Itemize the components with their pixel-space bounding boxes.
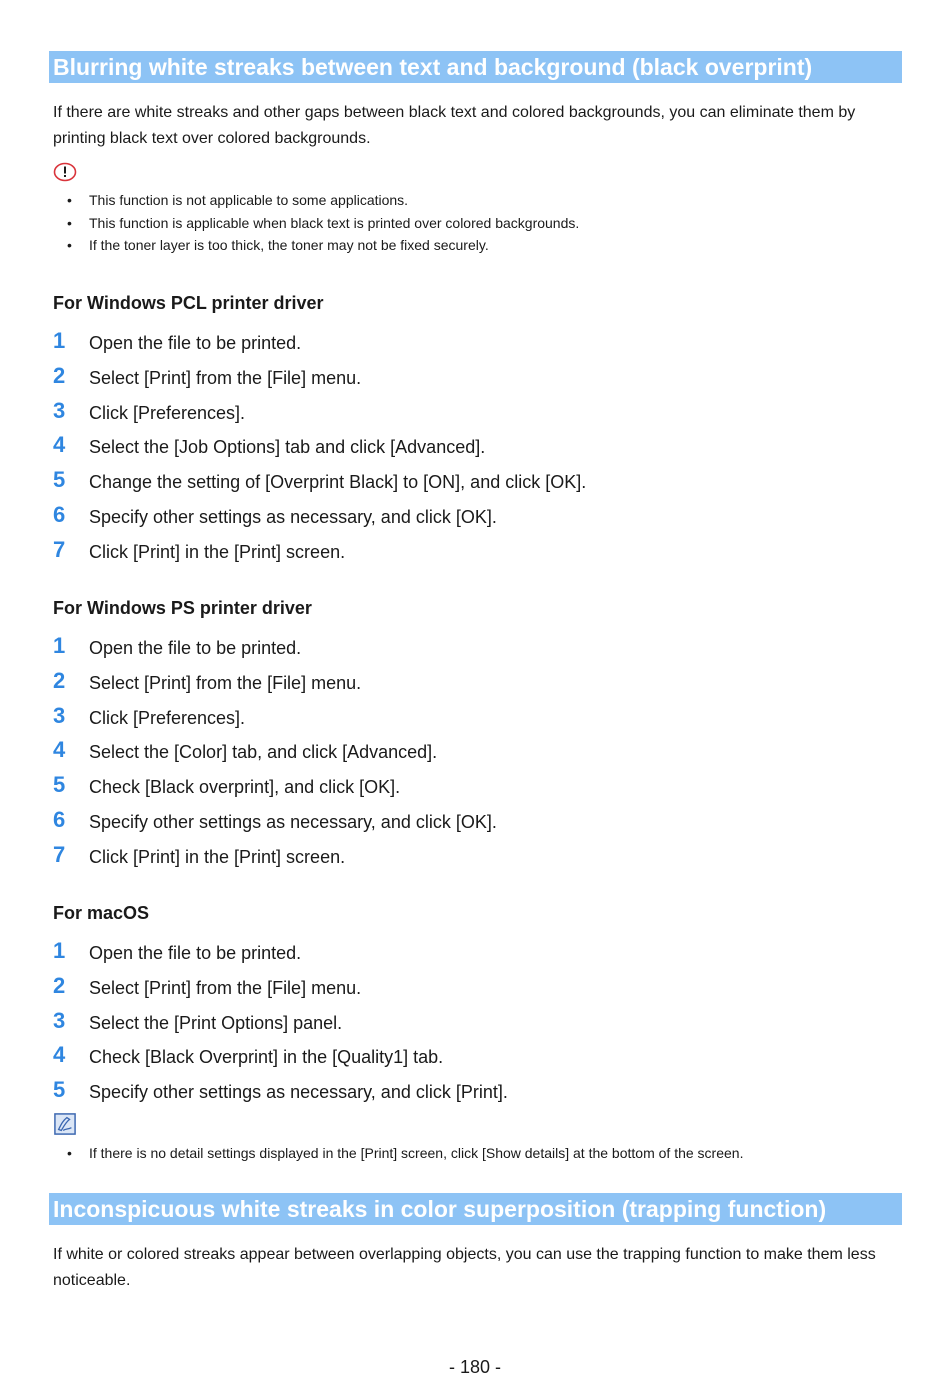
- step-text: Specify other settings as necessary, and click [OK].: [89, 811, 497, 832]
- heading-windows-pcl: For Windows PCL printer driver: [53, 293, 324, 313]
- section-title-trapping: Inconspicuous white streaks in color superposition (trapping function): [49, 1193, 902, 1225]
- step-number: 6: [53, 806, 66, 832]
- caution-item: • If the toner layer is too thick, the toner may not be fixed securely.: [53, 234, 579, 257]
- step-text: Click [Preferences].: [89, 707, 246, 728]
- section-intro-trapping: If white or colored streaks appear between overlapping objects, you can use the trapping function to make them less noticeable.: [53, 1246, 876, 1289]
- step-text: Check [Black Overprint] in the [Quality1] tab.: [89, 1047, 444, 1068]
- heading-windows-ps: For Windows PS printer driver: [53, 598, 312, 618]
- step-number: 4: [53, 737, 66, 763]
- memo-list: [53, 1142, 743, 1165]
- page-number: - 180 -: [448, 1357, 502, 1377]
- heading-macos: For macOS: [53, 903, 150, 923]
- step-number: 6: [53, 501, 66, 527]
- memo-item: • If there is no detail settings displayed in the [Print] screen, click [Show details] at the bottom of the screen.: [53, 1142, 743, 1165]
- step-text: Specify other settings as necessary, and click [Print].: [89, 1082, 508, 1103]
- step-text: Open the file to be printed.: [89, 333, 302, 353]
- step-text: Select [Print] from the [File] menu.: [89, 367, 362, 388]
- step-text: Specify other settings as necessary, and click [OK].: [89, 506, 497, 527]
- step-number: 3: [53, 397, 66, 423]
- caution-item: • This function is not applicable to some applications.: [53, 189, 579, 212]
- step-text: Click [Print] in the [Print] screen.: [89, 846, 346, 867]
- section-title-black-overprint: Blurring white streaks between text and background (black overprint): [49, 51, 902, 83]
- step-number: 3: [53, 1007, 66, 1033]
- step-number: 5: [53, 772, 66, 798]
- step-number: 2: [53, 362, 66, 388]
- step-text: Select the [Job Options] tab and click [Advanced].: [89, 437, 486, 458]
- caution-icon: [53, 161, 77, 183]
- caution-item: • This function is applicable when black text is printed over colored backgrounds.: [53, 212, 579, 235]
- step-number: 7: [53, 841, 66, 867]
- step-number: 3: [53, 702, 66, 728]
- section-intro-black-overprint: If there are white streaks and other gaps between black text and colored backgrounds, you can eliminate them by printing black text over colored backgrounds.: [53, 104, 856, 147]
- step-text: Select the [Color] tab, and click [Advanced].: [89, 742, 438, 763]
- step-text: Click [Print] in the [Print] screen.: [89, 541, 346, 562]
- step-number: 2: [53, 667, 66, 693]
- memo-icon: [53, 1113, 77, 1135]
- step-number: 1: [53, 328, 66, 353]
- step-text: Check [Black overprint], and click [OK].: [89, 777, 401, 798]
- step-number: 4: [53, 432, 66, 458]
- step-number: 2: [53, 972, 66, 998]
- step-number: 5: [53, 467, 66, 493]
- step-number: 5: [53, 1077, 66, 1103]
- step-text: Select [Print] from the [File] menu.: [89, 977, 362, 998]
- step-number: 4: [53, 1042, 66, 1068]
- step-number: 1: [53, 938, 66, 963]
- step-number: 7: [53, 536, 66, 562]
- step-number: 1: [53, 633, 66, 658]
- caution-list: [53, 189, 579, 257]
- step-text: Select the [Print Options] panel.: [89, 1012, 343, 1033]
- step-text: Open the file to be printed.: [89, 943, 302, 963]
- step-text: Click [Preferences].: [89, 402, 246, 423]
- step-text: Change the setting of [Overprint Black] to [ON], and click [OK].: [89, 472, 587, 493]
- step-text: Select [Print] from the [File] menu.: [89, 672, 362, 693]
- step-text: Open the file to be printed.: [89, 638, 302, 658]
